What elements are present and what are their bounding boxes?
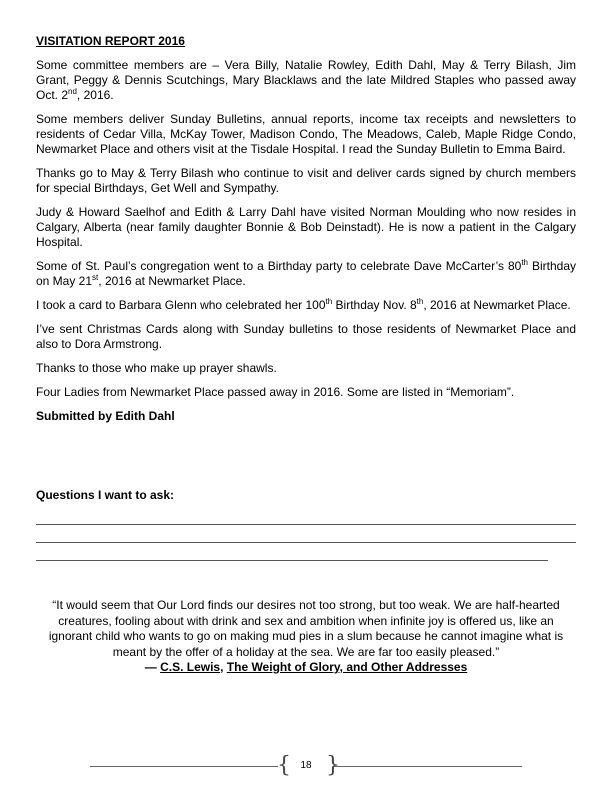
footer-rule-right [334,766,522,767]
quote-text: “It would seem that Our Lord finds our desires not too strong, but too weak. We are half-hearted creatures, fooling about with drink and sex and ambition when infinite joy is offered us, like an ignorant child who wants to go on making mud pies in a slum because he cannot imagine what is meant by the offer of a holiday at the sea. We are far too easily pleased.” [48,598,564,659]
paragraph-text: , 2016. [76,88,114,102]
paragraph-text: Some committee members are – Vera Billy, Natalie Rowley, Edith Dahl, May & Terry Bilash, Jim Grant, Peggy & Dennis Scutchings, Mary Blacklaws and the late Mildred Staples who passed away Oct. 2 [36,58,576,102]
paragraph-committee-members [36,58,576,103]
quote-attribution [40,660,572,676]
paragraph-thanks-bilash: Thanks go to May & Terry Bilash who continue to visit and deliver cards signed by church members for special Birthdays, Get Well and Sympathy. [36,166,576,195]
attribution-separator: , [220,660,227,674]
paragraph-text: I took a card to Barbara Glenn who celebrated her 100 [36,298,326,312]
report-title: VISITATION REPORT 2016 [36,34,185,48]
cs-lewis-quote [40,598,572,676]
paragraph-christmas-cards: I’ve sent Christmas Cards along with Sunday bulletins to those residents of Newmarket Place and also to Dora Armstrong. [36,322,576,351]
paragraph-text: Birthday on May 21 [36,259,577,288]
paragraph-moulding-visit: Judy & Howard Saelhof and Edith & Larry Dahl have visited Norman Moulding who now resides in Calgary, Alberta (near family daughter Bonnie & Bob Deinstadt). He is now a patient in the Calgary Hospital. [36,205,576,249]
submitted-by: Submitted by Edith Dahl [36,409,175,423]
quote-author: C.S. Lewis [160,660,221,674]
ordinal-suffix: th [416,297,424,306]
footer-rule-left [90,766,278,767]
left-brace-icon: { [277,753,291,778]
ordinal-suffix: th [521,258,528,267]
paragraph-prayer-shawls: Thanks to those who make up prayer shawls. [36,361,277,375]
right-brace-icon: } [326,753,340,778]
questions-title: Questions I want to ask: [36,488,175,502]
paragraph-text: , 2016 at Newmarket Place. [98,274,246,288]
paragraph-text: , 2016 at Newmarket Place. [423,298,571,312]
ordinal-suffix: nd [68,87,77,96]
visitation-report [36,34,576,424]
paragraph-text: Birthday Nov. 8 [332,298,417,312]
ordinal-suffix: th [325,297,333,306]
paragraph-deliveries: Some members deliver Sunday Bulletins, annual reports, income tax receipts and newsletters to residents of Cedar Villa, McKay Tower, Madison Condo, The Meadows, Caleb, Maple Ridge Condo, Newmarket Place and others visit at the Tisdale Hospital. I read the Sunday Bulletin to Emma Baird. [36,112,576,156]
page-number: 18 [300,760,312,771]
answer-line-2[interactable] [36,533,576,543]
paragraph-glenn-birthday [36,298,576,313]
questions-section [36,488,576,569]
page-footer [90,754,522,778]
answer-line-1[interactable] [36,515,576,525]
attribution-dash: — [144,660,161,674]
paragraph-text: Some of St. Paul’s congregation went to a Birthday party to celebrate Dave McCarter’s 80 [36,259,522,273]
quote-work-title: The Weight of Glory, and Other Addresses [226,660,468,674]
paragraph-memoriam: Four Ladies from Newmarket Place passed away in 2016. Some are listed in “Memoriam”. [36,385,515,399]
answer-line-3[interactable] [36,551,548,561]
ordinal-suffix: st [92,273,99,282]
paragraph-mccarter-birthday [36,259,576,289]
